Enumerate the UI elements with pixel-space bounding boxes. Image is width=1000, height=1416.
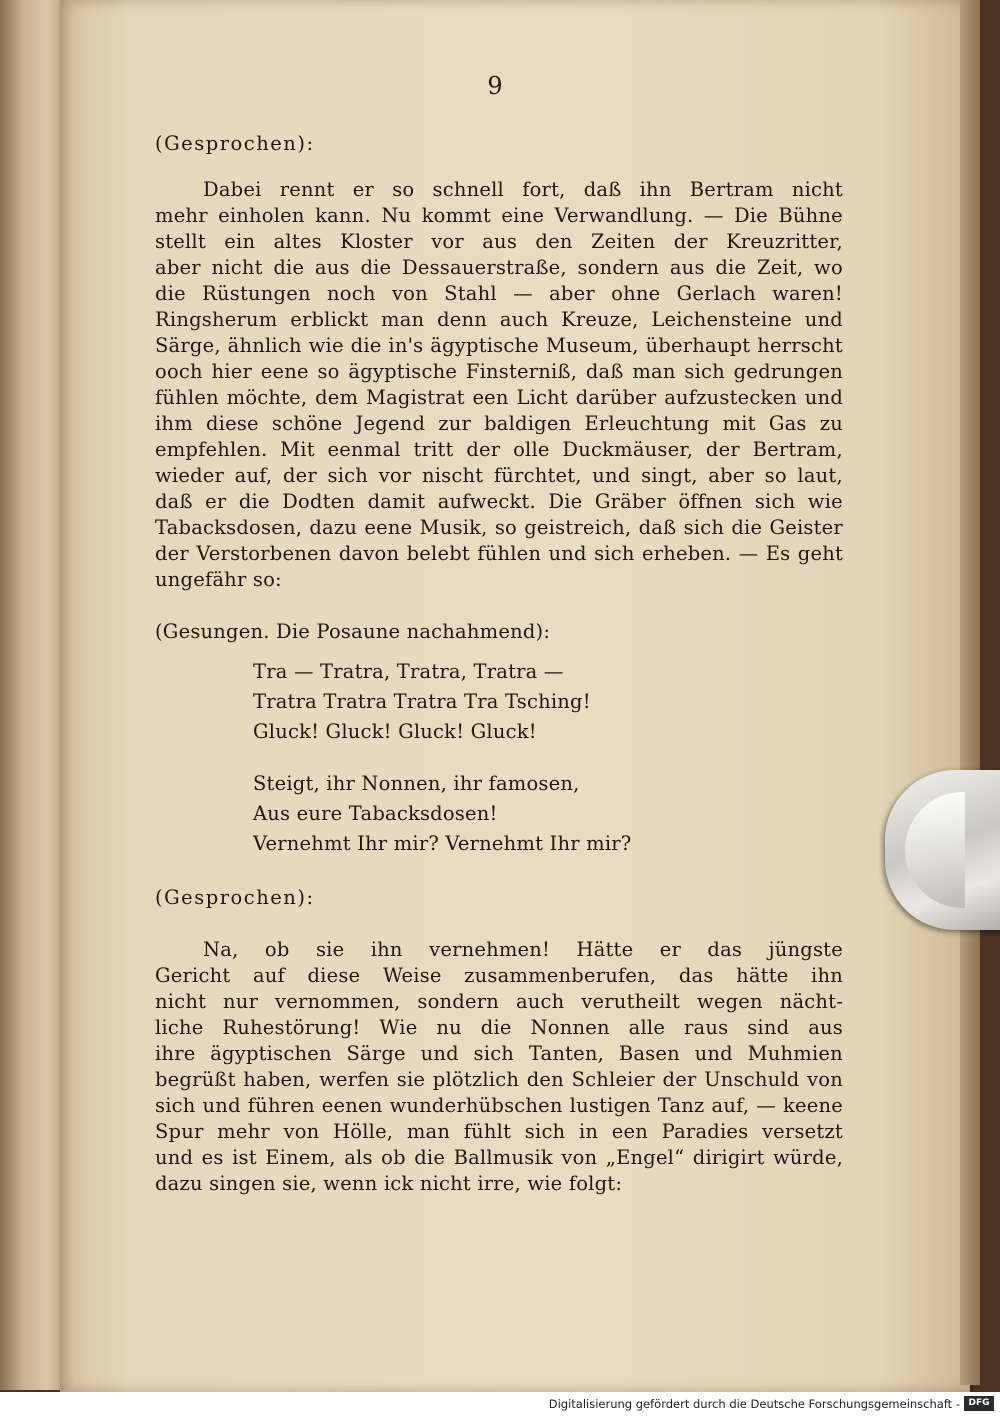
- paragraph-line: Spur mehr von Hölle, man fühlt sich in een Paradies versetzt: [155, 1120, 843, 1143]
- stage-direction-sung: (Gesungen. Die Posaune nachahmend):: [155, 620, 551, 643]
- paragraph-line: fühlen möchte, dem Magistrat een Licht darüber aufzustecken und: [155, 386, 843, 409]
- dfg-logo: DFG: [964, 1396, 994, 1411]
- paragraph-line: ihre ägyptischen Särge und sich Tanten, Basen und Muhmien: [155, 1042, 843, 1065]
- verse-line: Aus eure Tabacksdosen!: [253, 802, 498, 825]
- paragraph-line: und es ist Einem, als ob die Ballmusik von „Engel“ dirigirt würde,: [155, 1146, 843, 1169]
- paragraph-line: sich und führen eenen wunderhübschen lustigen Tanz auf, — keene: [155, 1094, 843, 1117]
- paragraph-line: empfehlen. Mit eenmal tritt der olle Duckmäuser, der Bertram,: [155, 438, 843, 461]
- paragraph-last-line: ungefähr so:: [155, 568, 282, 591]
- page-number: 9: [487, 72, 503, 100]
- verse-line: Steigt, ihr Nonnen, ihr famosen,: [253, 772, 580, 795]
- funding-notice: Digitalisierung gefördert durch die Deutsche Forschungsgemeinschaft -: [548, 1397, 960, 1411]
- paragraph-line: Ringsherum erblickt man denn auch Kreuze, Leichensteine und: [155, 308, 843, 331]
- paragraph-line: ooch hier eene so ägyptische Finsterniß, daß man sich gedrungen: [155, 360, 843, 383]
- paragraph-line: wieder auf, der sich vor nischt fürchtet, und singt, aber so laut,: [155, 464, 843, 487]
- verse-line: Tratra Tratra Tratra Tra Tsching!: [253, 690, 591, 713]
- paragraph-line: der Verstorbenen davon belebt fühlen und sich erheben. — Es geht: [155, 542, 843, 565]
- paragraph-line: ihm diese schöne Jegend zur baldigen Erleuchtung mit Gas zu: [155, 412, 843, 435]
- paragraph-line: liche Ruhestörung! Wie nu die Nonnen alle raus sind aus: [155, 1016, 843, 1039]
- stage-direction-spoken: (Gesprochen):: [155, 886, 315, 909]
- paragraph-line: Na, ob sie ihn vernehmen! Hätte er das jüngste: [203, 938, 843, 961]
- paragraph-line: die Rüstungen noch von Stahl — aber ohne Gerlach waren!: [155, 282, 843, 305]
- paragraph-line: aber nicht die aus die Dessauerstraße, sondern aus die Zeit, wo: [155, 256, 843, 279]
- paragraph-line: Särge, ähnlich wie die in's ägyptische Museum, überhaupt herrscht: [155, 334, 843, 357]
- stage-direction-spoken: (Gesprochen):: [155, 132, 315, 155]
- paragraph-line: stellt ein altes Kloster vor aus den Zeiten der Kreuzritter,: [155, 230, 843, 253]
- paragraph-line: mehr einholen kann. Nu kommt eine Verwandlung. — Die Bühne: [155, 204, 843, 227]
- paragraph-line: nicht nur vernommen, sondern auch verutheilt wegen nächt-: [155, 990, 843, 1013]
- paragraph-line: daß er die Dodten damit aufweckt. Die Gräber öffnen sich wie: [155, 490, 843, 513]
- verse-line: Gluck! Gluck! Gluck! Gluck!: [253, 720, 537, 743]
- paragraph-line: begrüßt haben, werfen sie plötzlich den Schleier der Unschuld von: [155, 1068, 843, 1091]
- paragraph-line: Tabacksdosen, dazu eene Musik, so geistreich, daß sich die Geister: [155, 516, 843, 539]
- paragraph-line: Dabei rennt er so schnell fort, daß ihn Bertram nicht: [203, 178, 843, 201]
- paragraph-last-line: dazu singen sie, wenn ick nicht irre, wie folgt:: [155, 1172, 623, 1195]
- verse-line: Vernehmt Ihr mir? Vernehmt Ihr mir?: [253, 832, 632, 855]
- digitization-footer: [0, 1392, 1000, 1416]
- verse-line: Tra — Tratra, Tratra, Tratra —: [253, 660, 564, 683]
- paragraph-line: Gericht auf diese Weise zusammenberufen, das hätte ihn: [155, 964, 843, 987]
